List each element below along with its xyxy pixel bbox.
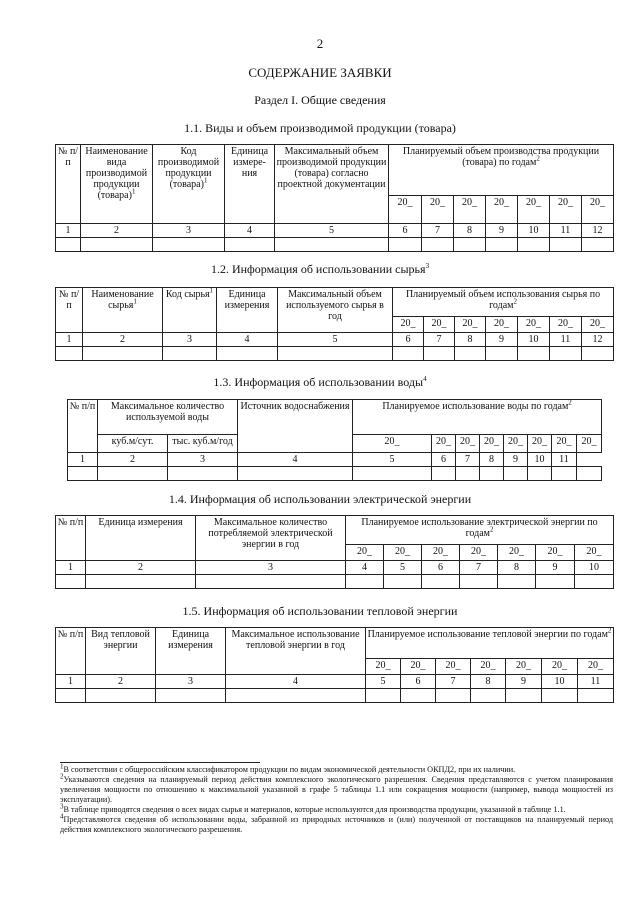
column-number: 8 <box>498 561 536 575</box>
column-number: 3 <box>168 453 238 467</box>
column-number: 6 <box>393 333 424 347</box>
col-year-header: тыс. куб.м/год <box>168 434 238 452</box>
column-number: 9 <box>486 224 518 238</box>
year-cell: 20_ <box>456 434 480 452</box>
col-kind-header: Вид тепловой энергии <box>86 628 156 675</box>
column-number: 10 <box>528 453 552 467</box>
col-unit-header: Единица измерения <box>86 516 196 561</box>
table-1-2-title: 1.2. Информация об использовании сырья$^3$ <box>210 262 430 276</box>
table-1-5 <box>55 627 614 703</box>
empty-data-row <box>56 575 614 589</box>
table-1-4-title: 1.4. Информация об использовании электрической энергии <box>168 492 472 506</box>
col-n-header: № п/п <box>68 400 98 453</box>
year-cell: 20_ <box>454 195 486 223</box>
column-number: 3 <box>163 333 217 347</box>
year-cell: 20_ <box>422 195 454 223</box>
year-cell: 20_ <box>486 316 518 332</box>
col-max-header: Максимальное использование тепловой энергии в год <box>226 628 366 675</box>
col-code-header: Код сырья$^1$ <box>163 288 217 333</box>
col-plan-header: Планируемое использование воды по годам$^2$ <box>353 400 602 435</box>
footnote-separator <box>60 762 260 763</box>
col-day-header: куб.м/сут. <box>98 434 168 452</box>
column-number: 10 <box>518 333 550 347</box>
table-1-1 <box>55 144 614 252</box>
year-cell: 20_ <box>550 195 582 223</box>
year-cell: 20_ <box>384 544 422 560</box>
year-cell: 20_ <box>518 316 550 332</box>
column-number: 4 <box>238 453 353 467</box>
column-number: 8 <box>480 453 504 467</box>
footnote-1: $^1$В соответствии с общероссийским классификатором продукции по видам экономической деятельности ОКПД2, при их наличии. <box>60 762 516 774</box>
column-number: 12 <box>582 224 614 238</box>
col-name-header: Наименование вида производимой продукции (товара)$^1$ <box>81 145 153 224</box>
page-number: 2 <box>316 36 324 51</box>
col-plan-header: Планируемый объем использования сырья по годам$^2$ <box>393 288 614 317</box>
column-number: 7 <box>460 561 498 575</box>
column-number: 3 <box>153 224 225 238</box>
column-number: 1 <box>68 453 98 467</box>
col-unit-header: Единица измере-ния <box>225 145 275 224</box>
col-n-header: № п/п <box>56 145 81 224</box>
col-unit-header: Единица измерения <box>156 628 226 675</box>
column-number: 8 <box>471 675 506 689</box>
year-cell: 20_ <box>582 195 614 223</box>
col-code-header: Код производимой продукции (товара)$^1$ <box>153 145 225 224</box>
col-max-header: Максимальный объем производимой продукции (товара) согласно проектной документации <box>275 145 389 224</box>
year-cell: 20_ <box>366 658 401 674</box>
year-cell: 20_ <box>577 434 602 452</box>
table-1-2 <box>55 287 614 361</box>
column-number: 2 <box>98 453 168 467</box>
year-cell: 20_ <box>518 195 550 223</box>
col-unit-header: Единица измерения <box>217 288 278 333</box>
year-cell: 20_ <box>575 544 614 560</box>
column-number: 5 <box>353 453 432 467</box>
column-number: 4 <box>346 561 384 575</box>
col-plan-header: Планируемый объем производства продукции (товара) по годам$^2$ <box>389 145 614 196</box>
table-1-4 <box>55 515 614 589</box>
year-cell: 20_ <box>504 434 528 452</box>
column-number: 11 <box>550 224 582 238</box>
year-cell: 20_ <box>578 658 614 674</box>
empty-data-row <box>56 689 614 703</box>
column-number: 1 <box>56 333 83 347</box>
year-cell: 20_ <box>536 544 575 560</box>
column-number: 2 <box>83 333 163 347</box>
column-number: 5 <box>366 675 401 689</box>
column-number: 5 <box>278 333 393 347</box>
column-number: 11 <box>552 453 577 467</box>
year-cell: 20_ <box>542 658 578 674</box>
column-number: 2 <box>86 675 156 689</box>
empty-data-row <box>68 467 602 481</box>
col-name-header: Наименование сырья$^1$ <box>83 288 163 333</box>
col-max-header: Максимальный объем используемого сырья в год <box>278 288 393 333</box>
column-number: 6 <box>401 675 436 689</box>
column-number: 11 <box>550 333 582 347</box>
column-number: 10 <box>518 224 550 238</box>
col-plan-header: Планируемое использование электрической энергии по годам$^2$ <box>346 516 614 545</box>
empty-data-row <box>56 238 614 252</box>
col-source-header: Источник водоснабжения <box>238 400 353 453</box>
column-number: 2 <box>81 224 153 238</box>
column-number: 9 <box>486 333 518 347</box>
column-number-row <box>56 561 614 575</box>
column-number: 3 <box>156 675 226 689</box>
table-1-3 <box>67 399 602 481</box>
year-cell: 20_ <box>552 434 577 452</box>
column-number: 1 <box>56 224 81 238</box>
column-number-row <box>68 453 602 467</box>
column-number: 6 <box>432 453 456 467</box>
column-number: 11 <box>578 675 614 689</box>
year-cell: 20_ <box>432 434 456 452</box>
column-number-row <box>56 333 614 347</box>
column-number: 5 <box>275 224 389 238</box>
footnotes <box>60 762 613 835</box>
year-cell: 20_ <box>550 316 582 332</box>
col-n-header: № п/п <box>56 516 86 561</box>
section-title: Раздел I. Общие сведения <box>254 93 386 107</box>
column-number: 4 <box>217 333 278 347</box>
year-cell: 20_ <box>422 544 460 560</box>
column-number: 8 <box>455 333 486 347</box>
empty-data-row <box>56 347 614 361</box>
column-number: 9 <box>506 675 542 689</box>
year-cell: 20_ <box>401 658 436 674</box>
year-cell: 20_ <box>471 658 506 674</box>
column-number: 1 <box>56 675 86 689</box>
column-number: 6 <box>422 561 460 575</box>
year-cell: 20_ <box>389 195 422 223</box>
table-1-5-title: 1.5. Информация об использовании тепловой энергии <box>182 604 458 618</box>
column-number: 1 <box>56 561 86 575</box>
column-number: 7 <box>436 675 471 689</box>
column-number: 12 <box>582 333 614 347</box>
year-cell: 20_ <box>353 434 432 452</box>
column-number: 8 <box>454 224 486 238</box>
column-number: 10 <box>542 675 578 689</box>
col-max-header: Максимальное количество потребляемой электрической энергии в год <box>196 516 346 561</box>
column-number-row <box>56 224 614 238</box>
column-number: 10 <box>575 561 614 575</box>
year-cell: 20_ <box>498 544 536 560</box>
column-number: 4 <box>225 224 275 238</box>
table-1-3-title: 1.3. Информация об использовании воды$^4$ <box>213 375 427 389</box>
col-n-header: № п/п <box>56 288 83 333</box>
column-number: 9 <box>536 561 575 575</box>
year-cell: 20_ <box>346 544 384 560</box>
footnote-4: $^4$Представляются сведения об использовании воды, забранной из природных источников и (или) полученной от поставщиков на планируемый период действия комплексного экологического разрешения. <box>60 812 613 834</box>
col-max-header: Максимальное количество используемой воды <box>98 400 238 435</box>
column-number: 2 <box>86 561 196 575</box>
footnote-3: $^3$В таблице приводятся сведения о всех видах сырья и материалов, которые используются для производства продукции, указанной в таблице 1.1. <box>60 802 566 814</box>
year-cell: 20_ <box>393 316 424 332</box>
column-number: 5 <box>384 561 422 575</box>
column-number: 4 <box>226 675 366 689</box>
year-cell: 20_ <box>582 316 614 332</box>
year-cell: 20_ <box>486 195 518 223</box>
table-1-1-title: 1.1. Виды и объем производимой продукции (товара) <box>184 121 456 135</box>
column-number: 7 <box>456 453 480 467</box>
year-cell: 20_ <box>455 316 486 332</box>
year-cell: 20_ <box>436 658 471 674</box>
footnote-2: $^2$Указываются сведения на планируемый период действия комплексного экологического разрешения. Сведения представляются с учетом планирования увеличения мощности по отношению к максимальной указанной в графе 5 таблицы 1.1 или сокращения мощности (например, вывода мощностей из эксплуатации). <box>60 772 613 804</box>
column-number: 7 <box>424 333 455 347</box>
col-n-header: № п/п <box>56 628 86 675</box>
year-cell: 20_ <box>460 544 498 560</box>
year-cell: 20_ <box>480 434 504 452</box>
year-cell: 20_ <box>528 434 552 452</box>
column-number: 6 <box>389 224 422 238</box>
document-title: СОДЕРЖАНИЕ ЗАЯВКИ <box>248 65 392 80</box>
year-cell: 20_ <box>424 316 455 332</box>
column-number: 3 <box>196 561 346 575</box>
col-plan-header: Планируемое использование тепловой энергии по годам$^2$ <box>366 628 614 659</box>
column-number-row <box>56 675 614 689</box>
column-number: 9 <box>504 453 528 467</box>
column-number: 7 <box>422 224 454 238</box>
year-cell: 20_ <box>506 658 542 674</box>
